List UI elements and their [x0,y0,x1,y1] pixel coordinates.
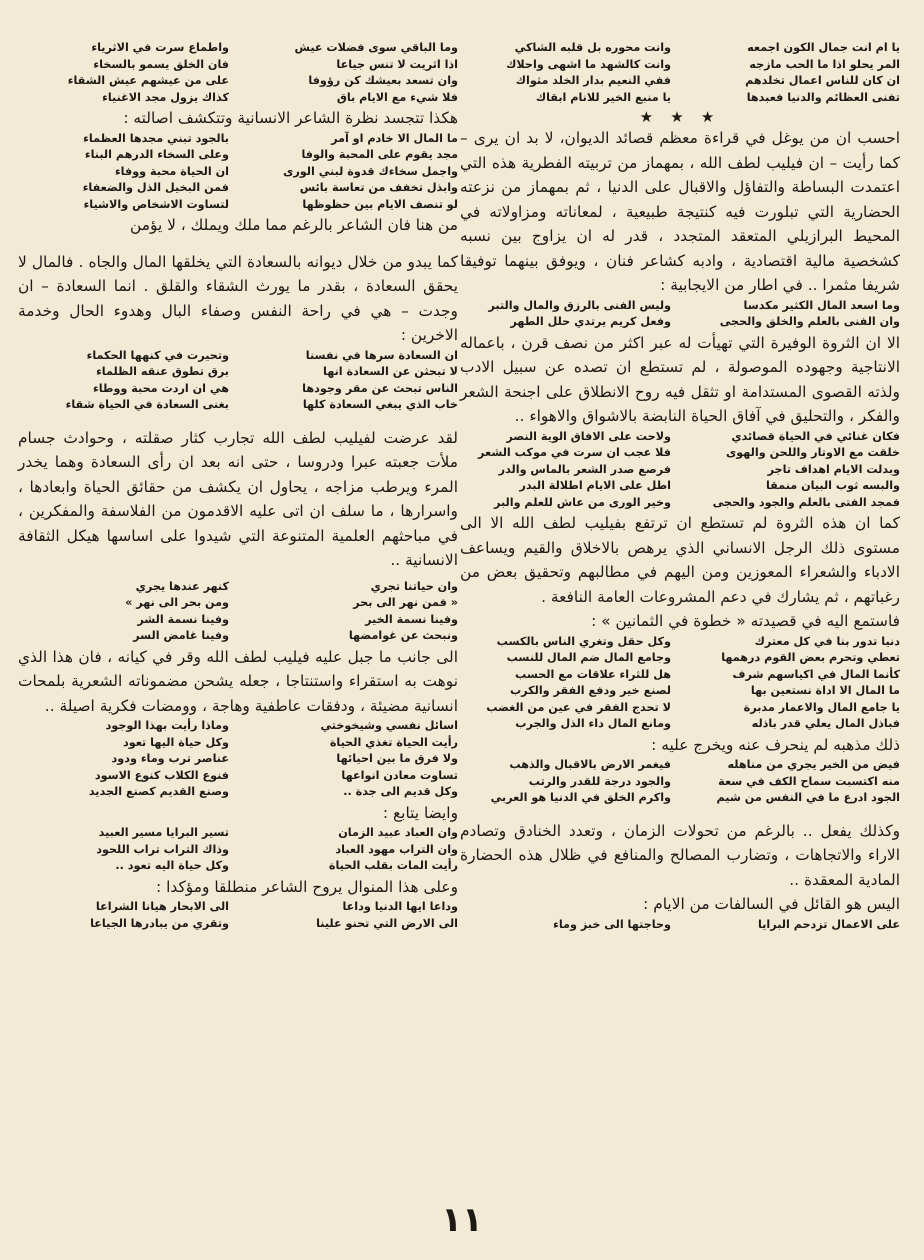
verse-second-hemistich: وانت محوره بل قلبه الشاكي [514,41,671,54]
poem-block [460,298,900,331]
poem-block [18,40,458,106]
verse-second-hemistich: تسير البرايا مسير العبيد [98,826,229,839]
poem-block [18,718,458,801]
verse-first-hemistich: على الاعمال تزدحم البرايا [758,917,900,931]
verse-first-hemistich: كأنما المال في اكياسهم شرف [732,667,900,681]
verse-first-hemistich: فمجد الفتى بالعلم والجود والحجى [712,495,900,509]
poem-block [460,917,900,934]
verse-first-hemistich: فكان غنائي في الحياة قصائدي [731,429,900,443]
verse-first-hemistich: فيض من الخير يجري من مناهله [727,758,900,771]
verse-second-hemistich: وكل حياة اليها تعود [122,735,229,749]
verse-first-hemistich: « فمن نهر الى بحر [353,596,458,609]
verse-second-hemistich: بالجود تبني مجدها العظماء [83,131,229,145]
verse-second-hemistich: وذاك التراب تراب اللحود [96,842,229,856]
verse-second-hemistich: كذاك يزول مجد الاغنياء [102,90,229,104]
verse-first-hemistich: خلقت مع الاوتار واللحن والهوى [726,446,900,459]
verse-first-hemistich: الجود ادرع ما في النفس من شيم [716,791,900,804]
page-number: ١١ [441,1200,483,1240]
verse-second-hemistich: لتساوت الاشخاص والاشياء [83,197,229,211]
verse-second-hemistich: لا تحدج الفقر في عين من الغضب [486,700,671,714]
verse-second-hemistich: فمن البخيل الذل والضعفاء [82,181,229,194]
verse-second-hemistich: وانت كالشهد ما اشهى واحلاك [506,57,671,71]
verse-first-hemistich: يا جامع المال والاعمار مدبرة [743,700,900,714]
poem-block [460,757,900,807]
paragraph: من هنا فان الشاعر بالرغم مما ملك ويملك ، لا يؤمن [130,216,458,234]
verse-second-hemistich: فنوع الكلاب كنوع الاسود [94,768,229,782]
verse-second-hemistich: وخير الورى من عاش للعلم والبر [494,495,671,509]
verse-second-hemistich: هل للثراء علاقات مع الحسب [515,667,671,681]
poem-block [460,40,900,106]
section-separator-stars: ★ ★ ★ [639,108,721,126]
verse-first-hemistich: ما المال الا خادم او آمر [331,131,458,145]
verse-first-hemistich: وبدلت الايام اهداف تاجر [767,462,900,476]
verse-second-hemistich: وتقري من يبادرها الجياعا [90,916,229,930]
verse-first-hemistich: اذا اثريت لا تنس جياعا [336,57,458,71]
verse-second-hemistich: عناصر ترب وماء ودود [111,752,229,765]
paragraph: وعلى هذا المنوال يروح الشاعر منطلقا ومؤكدا : [156,877,458,896]
verse-second-hemistich: واطماع سرت في الاثرياء [91,41,229,54]
verse-second-hemistich: وكل حقل وتغري الناس بالكسب [496,634,671,648]
verse-first-hemistich: وما اسعد المال الكثير مكدسا [743,298,900,312]
left-column [18,40,458,932]
verse-first-hemistich: تعطي وتحرم بعض القوم درهمها [721,651,900,664]
verse-second-hemistich: واكرم الخلق في الدنيا هو العربي [490,791,671,804]
paragraph: الى جانب ما جبل عليه فيليب لطف الله وقر في كيانه ، فان هذا الذي نوهت به استقراء واستنتاجا ، جعله يشحن مضموناته الشعرية بلمحات انسانية مضيئة ، ودفقات عاطفية وهاجة ، وومضات فكرية اصيلة .. [18,647,458,715]
verse-second-hemistich: وفينا غامض السر [133,629,229,642]
verse-first-hemistich: ونبحث عن غوامضها [348,629,458,642]
verse-first-hemistich: ولا فرق ما بين احيائها [336,752,458,765]
verse-first-hemistich: واجمل سخاءك قدوة لبني الورى [283,164,458,178]
verse-first-hemistich: ان كان للناس اعمال تخلدهم [745,74,900,87]
verse-first-hemistich: فباذل المال يعلي قدر باذله [751,717,900,730]
verse-second-hemistich: ومن بحر الى نهر » [125,596,229,609]
verse-first-hemistich: وكل قديم الى جدة .. [343,785,458,798]
verse-first-hemistich: المر يحلو اذا ما الحب مازجه [749,57,900,71]
paragraph: ذلك مذهبه لم ينحرف عنه ويخرج عليه : [651,735,900,754]
verse-second-hemistich: هي ان اردت محبة ووطاء [92,381,229,395]
verse-first-hemistich: لا تبحثن عن السعادة انها [323,365,458,378]
verse-second-hemistich: برق تطوق عنقه الظلماء [96,365,229,378]
verse-first-hemistich: خاب الذي يبغي السعادة كلها [302,398,458,411]
verse-first-hemistich: وان تسعد بعيشك كن رؤوفا [308,74,458,87]
verse-first-hemistich: لو تنصف الايام بين حظوظها [302,197,458,211]
verse-first-hemistich: وان التراب مهود العباد [335,842,458,856]
verse-first-hemistich: وفينا نسمة الخير [365,612,458,626]
verse-second-hemistich: وعلى السخاء الدرهم البناء [84,148,229,161]
paragraph: وكذلك يفعل .. بالرغم من تحولات الزمان ، وتعدد الخنادق وتصادم الاراء والاتجاهات ، وتضارب المصالح والمنافع في ظلال هذه الحضارة المادية المعقدة .. [460,821,900,889]
poem-block [18,131,458,214]
verse-second-hemistich: وكل حياة اليه تعود .. [115,859,229,872]
verse-first-hemistich: وان العباد عبيد الزمان [338,826,458,839]
paragraph: الا ان الثروة الوفيرة التي تهيأت له عبر اكثر من نصف قرن ، باعماله الانتاجية وجهوده الموصولة ، لم تستطع ان تصده عن سبيل الادب ولذته القصوى المستدامة او تثقل فيه روح الانطلاق على اجنحة الشعر والفكر ، والتحليق في آفاق الحياة النابضة بالاشواق والاهواء .. [460,333,900,425]
verse-first-hemistich: تفنى العظائم والدنيا فعبدها [746,90,900,104]
verse-second-hemistich: وصنع القديم كصنع الجديد [88,785,229,798]
verse-first-hemistich: وان حياتنا تجري [370,579,458,593]
verse-second-hemistich: وحاجتها الى خبز وماء [553,917,671,931]
verse-first-hemistich: رأيت الحياة تغذي الحياة [329,735,458,749]
verse-first-hemistich: الى الارض التي تحنو علينا [316,916,458,930]
verse-second-hemistich: ان الحياة محبة ووفاء [114,164,229,178]
poem-block [18,579,458,645]
poem-block [18,825,458,875]
verse-second-hemistich: بغنى السعادة في الحياة شقاء [65,398,229,411]
paragraph: هكذا تتجسد نظرة الشاعر الانسانية وتتكشف اصالته : [123,109,458,127]
verse-first-hemistich: وما الباقي سوى فضلات عيش [294,41,458,54]
verse-first-hemistich: وابذل تخفف من تعاسة بائس [299,181,458,194]
paragraph: احسب ان من يوغل في قراءة معظم قصائد الديوان، لا بد ان يرى – كما رأيت – ان فيليب لطف الله ، بمهماز من تربيته الفطرية هذه التي اعتمدت البساطة والتفاؤل والاقبال على الدنيا ، ثم بمهماز من نزعته الحضارية التي تبلورت فيه كنتيجة طبيعية ، لمعاناته ومزاولاته في المحيط البرازيلي المتعقد المتجدد ، قدر له ان يزاوج بين نسبه كشخصية مالية اقتصادية ، وادبه كشاعر فنان ، ويوفق بينهما توفيقا شريفا مثمرا .. في اطار من الايجابية : [460,129,900,294]
verse-first-hemistich: ما المال الا اداة نستعين بها [750,684,900,697]
verse-first-hemistich: دنيا تدور بنا في كل معترك [754,634,900,648]
paragraph: لقد عرضت لفيليب لطف الله تجارب كثار صقلته ، وحوادث جسام ملأت جعبته عبرا ودروسا ، حتى انه بعد ان رأى السعادة وهما يخدر المرء ويرطب مزاجه ، يحاول ان يكشف من حقائق الحياة وابعادها ، واسرارها ، ما سلف ان اتى عليه الاقدمون من الفلاسفة والمفكرين ، في مباحثهم العلمية المتنوعة التي شيدوا على اساسها هيكل الثقافة الانسانية .. [18,428,458,569]
paragraph: كما ان هذه الثروة لم تستطع ان ترتفع بفيليب لطف الله الا الى مستوى ذلك الرجل الانساني الذي يرهص بالاخلاق والقيم ويساعف الادباء والشعراء المعوزين ومن اليهم في مطالبهم وتحقيق بعض من رغباتهم ، ثم يشارك في دعم المشروعات العامة النافعة . [460,514,900,606]
verse-second-hemistich: ففي النعيم بدار الخلد مثواك [515,74,671,87]
verse-second-hemistich: وليس الفنى بالرزق والمال والتبر [488,298,671,312]
verse-second-hemistich: ومانع المال داء الذل والجرب [515,717,671,730]
verse-first-hemistich: الناس تبحث عن مقر وجودها [302,381,458,395]
verse-first-hemistich: اسائل نفسي وشيخوختي [320,719,458,732]
poem-block [460,429,900,512]
verse-second-hemistich: اطل على الايام اطلالة البدر [519,479,671,492]
poem-block [460,634,900,733]
verse-first-hemistich: منه اكتسبت سماح الكف في سعة [718,774,900,788]
verse-first-hemistich: وداعا ايها الدنيا وداعا [342,900,458,913]
paragraph: اليس هو القائل في السالفات من الايام : [643,895,900,913]
verse-second-hemistich: وماذا رأيت بهذا الوجود [105,719,229,732]
verse-second-hemistich: على من عيشهم عيش الشقاء [67,74,229,87]
verse-first-hemistich: ان السعادة سرها في نفسنا [305,348,458,362]
verse-second-hemistich: لصنع خير ودفع الفقر والكرب [509,684,671,697]
verse-second-hemistich: وجامع المال ضم المال للنسب [506,651,671,664]
right-column [460,40,900,933]
verse-first-hemistich: رأيت المات بقلب الحياة [328,859,458,872]
paragraph: وايضا يتابع : [382,803,458,822]
verse-second-hemistich: فان الخلق يسمو بالسخاء [93,57,229,71]
verse-second-hemistich: كنهر عندها يجري [135,579,229,593]
verse-first-hemistich: يا ام انت جمال الكون اجمعه [747,41,900,54]
verse-second-hemistich: فرصع صدر الشعر بالماس والدر [498,462,671,476]
verse-second-hemistich: يا منبع الخير للانام ابقاك [535,90,671,104]
verse-second-hemistich: وتحيرت في كنهها الحكماء [86,348,229,362]
verse-first-hemistich: والبسه ثوب البيان منمقا [765,479,900,492]
paragraph: كما يبدو من خلال ديوانه بالسعادة التي يخلقها المال والجاه . فالمال لا يحقق السعادة ، بقدر ما يورث الشقاء والقلق . انما السعادة – ان وجدت – هي في راحة النفس وصفاء البال وهدوء الحال وخدمة الاخرين : [18,252,458,344]
verse-first-hemistich: تساوت معادن انواعها [341,768,458,782]
verse-second-hemistich: وفعل كريم يرتدي حلل الطهر [510,315,671,328]
poem-block [18,348,458,414]
verse-second-hemistich: والجود درجة للقدر والرتب [528,774,671,788]
verse-second-hemistich: الى الابحار هيانا الشراعا [95,900,229,913]
paragraph: فاستمع اليه في قصيدته « خطوة في الثمانين » : [591,612,900,630]
verse-first-hemistich: وان الفنى بالعلم والخلق والحجى [719,315,900,328]
verse-second-hemistich: فيغمر الارض بالاقبال والذهب [509,758,671,771]
poem-block [18,899,458,932]
verse-first-hemistich: فلا شيء مع الايام باق [336,90,458,104]
verse-second-hemistich: وفينا نسمة الشر [137,612,229,626]
verse-second-hemistich: فلا عجب ان سرت في موكب الشعر [478,446,671,459]
verse-first-hemistich: مجد يقوم على المحبة والوفا [301,148,458,161]
verse-second-hemistich: ولاحت على الافاق الوية النصر [506,429,671,443]
